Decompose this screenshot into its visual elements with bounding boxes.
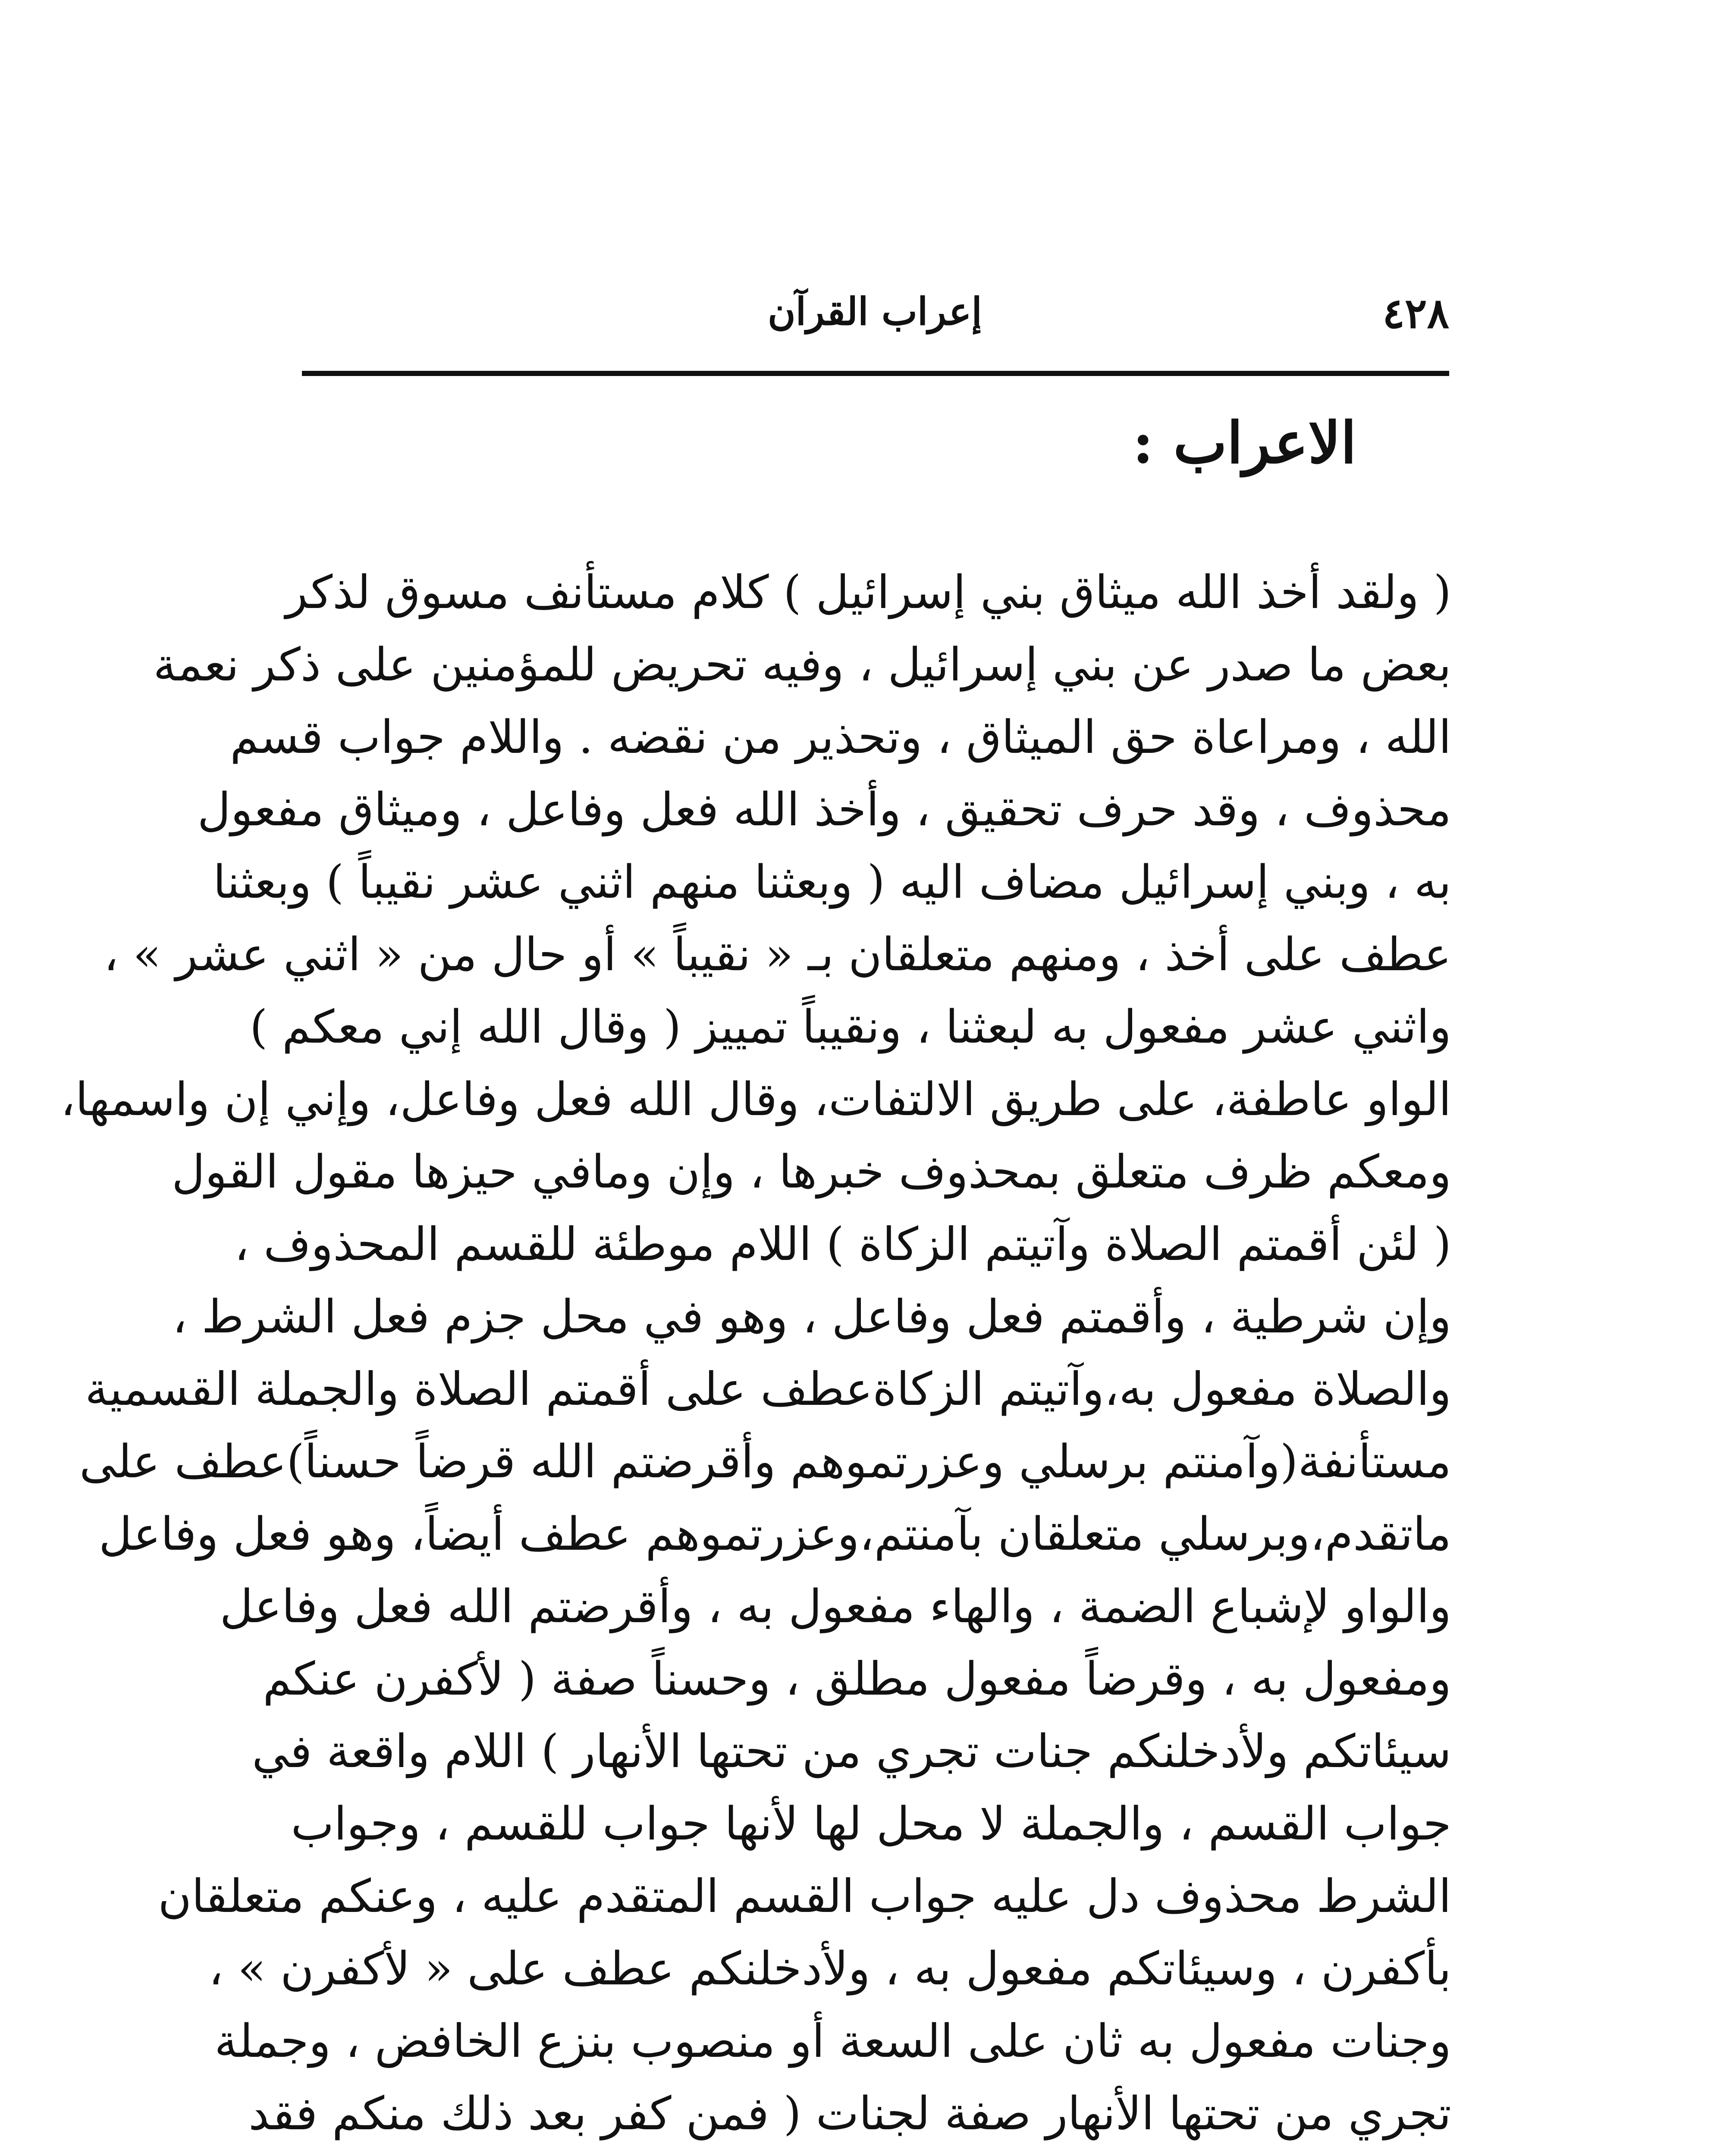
text-line: الواو عاطفة، على طريق الالتفات، وقال الله فعل وفاعل، وإني إن واسمها، [60,1073,1451,1126]
text-line: سيئاتكم ولأدخلنكم جنات تجري من تحتها الأنهار ) اللام واقعة في [252,1725,1451,1778]
text-line: واثني عشر مفعول به لبعثنا ، ونقيباً تمييز ( وقال الله إني معكم ) [249,1000,1451,1053]
text-line: ( لئن أقمتم الصلاة وآتيتم الزكاة ) اللام موطئة للقسم المحذوف ، [234,1218,1451,1271]
text-line: وجنات مفعول به ثان على السعة أو منصوب بنزع الخافض ، وجملة [214,2015,1451,2068]
text-line: جواب القسم ، والجملة لا محل لها لأنها جواب للقسم ، وجواب [291,1797,1451,1850]
text-line: ومعكم ظرف متعلق بمحذوف خبرها ، وإن ومافي حيزها مقول القول [172,1145,1451,1198]
text-line: بعض ما صدر عن بني إسرائيل ، وفيه تحريض للمؤمنين على ذكر نعمة [153,638,1451,691]
text-line: ماتقدم،وبرسلي متعلقان بآمنتم،وعزرتموهم عطف أيضاً، وهو فعل وفاعل [98,1507,1451,1561]
text-line: ( ولقد أخذ الله ميثاق بني إسرائيل ) كلام مستأنف مسوق لذكر [286,566,1451,619]
text-line: الشرط محذوف دل عليه جواب القسم المتقدم عليه ، وعنكم متعلقان [158,1870,1451,1923]
text-line: بأكفرن ، وسيئاتكم مفعول به ، ولأدخلنكم عطف على « لأكفرن » ، [208,1942,1451,1995]
body-text [60,556,1451,2150]
section-heading: الاعراب : [1132,410,1356,476]
header-divider [302,371,1449,376]
text-line: تجري من تحتها الأنهار صفة لجنات ( فمن كفر بعد ذلك منكم فقد [248,2087,1451,2140]
text-line: عطف على أخذ ، ومنهم متعلقان بـ « نقيباً » أو حال من « اثني عشر » ، [104,928,1451,981]
text-line: مستأنفة(وآمنتم برسلي وعزرتموهم وأقرضتم الله قرضاً حسناً)عطف على [79,1435,1451,1488]
text-line: محذوف ، وقد حرف تحقيق ، وأخذ الله فعل وفاعل ، وميثاق مفعول [197,783,1451,836]
page-header [302,259,1449,371]
running-title: إعراب القرآن [768,289,982,334]
text-line: ومفعول به ، وقرضاً مفعول مطلق ، وحسناً صفة ( لأكفرن عنكم [263,1652,1451,1705]
page-number: ٤٢٨ [1382,289,1449,338]
text-line: به ، وبني إسرائيل مضاف اليه ( وبعثنا منهم اثني عشر نقيباً ) وبعثنا [213,856,1451,909]
text-line: والواو لإشباع الضمة ، والهاء مفعول به ، وأقرضتم الله فعل وفاعل [220,1580,1451,1633]
text-line: وإن شرطية ، وأقمتم فعل وفاعل ، وهو في محل جزم فعل الشرط ، [172,1290,1451,1343]
text-line: الله ، ومراعاة حق الميثاق ، وتحذير من نقضه . واللام جواب قسم [230,711,1451,764]
text-line: والصلاة مفعول به،وآتيتم الزكاةعطف على أقمتم الصلاة والجملة القسمية [85,1363,1451,1416]
